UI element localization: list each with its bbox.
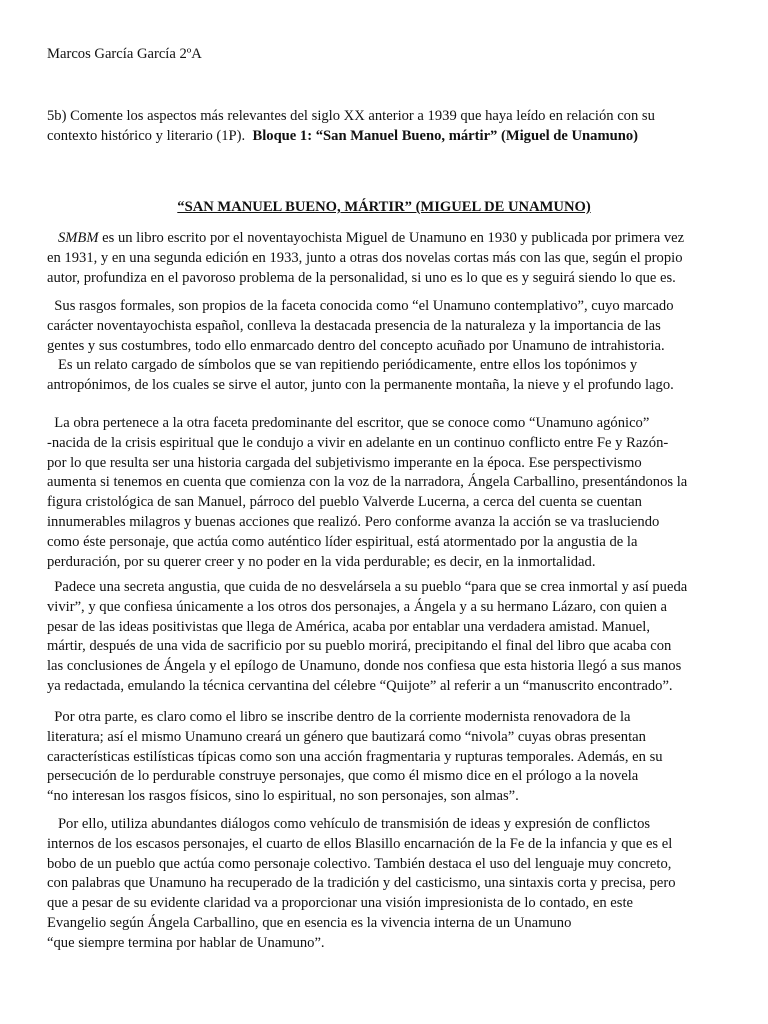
paragraph-line: en 1931, y en una segunda edición en 1933, junto a otras dos novelas cortas más con las que, según el propio bbox=[47, 249, 683, 266]
paragraph-line: con palabras que Unamuno ha recuperado de la tradición y del casticismo, una sintaxis corta y precisa, pero bbox=[47, 875, 676, 892]
paragraph-3 bbox=[47, 414, 737, 572]
essay-title: “SAN MANUEL BUENO, MÁRTIR” (MIGUEL DE UNAMUNO) bbox=[177, 199, 591, 215]
paragraph-line: Por otra parte, es claro como el libro se inscribe dentro de la corriente modernista renovadora de la bbox=[47, 709, 631, 725]
paragraph-line: innumerables milagros y buenas acciones que realizó. Pero conforme avanza la acción se va trasluciendo bbox=[47, 513, 660, 530]
paragraph-line: internos de los escasos personajes, el cuarto de ellos Blasillo encarnación de la Fe de la infancia y que es el bbox=[47, 835, 673, 852]
paragraph-line bbox=[47, 229, 737, 249]
paragraph-line: que a pesar de su evidente claridad va a proporcionar una visión impresionista de lo contado, en este bbox=[47, 895, 633, 912]
paragraph-1 bbox=[47, 229, 737, 288]
paragraph-line: antropónimos, de los cuales se sirve el autor, junto con la permanente montaña, la nieve y el profundo lago. bbox=[47, 377, 674, 394]
italic-title-abbreviation: SMBM bbox=[57, 230, 99, 246]
paragraph-line: carácter noventayochista español, conlleva la destacada presencia de la naturaleza y la importancia de las bbox=[47, 317, 661, 334]
paragraph-line: las conclusiones de Ángela y el epílogo de Unamuno, donde nos confiesa que esta historia llegó a sus manos bbox=[47, 658, 682, 675]
paragraph-line: “que siempre termina por hablar de Unamuno”. bbox=[47, 934, 325, 951]
paragraph-line: literatura; así el mismo Unamuno creará un género que bautizará como “nivola” cuyas obras presentan bbox=[47, 728, 646, 745]
paragraph-line: Sus rasgos formales, son propios de la faceta conocida como “el Unamuno contemplativo”, cuyo marcado bbox=[47, 298, 674, 314]
question-block-title: Bloque 1: “San Manuel Bueno, mártir” (Miguel de Unamuno) bbox=[252, 128, 639, 144]
paragraph-line: como éste personaje, que actúa como auténtico líder espiritual, está atormentado por la angustia de la bbox=[47, 533, 638, 550]
paragraph-line: Es un relato cargado de símbolos que se van repitiendo periódicamente, entre ellos los topónimos y bbox=[47, 357, 638, 374]
paragraph-line: mártir, después de una vida de sacrificio por su pueblo morirá, precipitando el final del libro que acaba con bbox=[47, 638, 672, 655]
paragraph-line: ya redactada, emulando la técnica cervantina del célebre “Quijote” al referir a un “manuscrito encontrado”. bbox=[47, 677, 673, 694]
paragraph-5 bbox=[47, 708, 737, 807]
paragraph-line: figura cristológica de san Manuel, párroco del pueblo Valverde Lucerna, a cerca del cuenta se cuentan bbox=[47, 494, 642, 511]
question-line-1: 5b) Comente los aspectos más relevantes del siglo XX anterior a 1939 que haya leído en relación con su bbox=[47, 108, 655, 124]
paragraph-line: pesar de las ideas positivistas que llega de América, acaba por entablar una verdadera amistad. Manuel, bbox=[47, 618, 650, 635]
question-line-2-plain: contexto histórico y literario (1P). bbox=[47, 128, 253, 144]
paragraph-line: Por ello, utiliza abundantes diálogos como vehículo de transmisión de ideas y expresión de conflictos bbox=[47, 816, 651, 832]
author-line: Marcos García García 2ºA bbox=[47, 46, 202, 62]
question-line-2 bbox=[47, 126, 737, 146]
paragraph-line: La obra pertenece a la otra faceta predominante del escritor, que se conoce como “Unamuno agónico” bbox=[47, 415, 650, 431]
paragraph-line: Padece una secreta angustia, que cuida de no desvelársela a su pueblo “para que se crea inmortal y así pueda bbox=[47, 579, 688, 595]
paragraph-line: “no interesan los rasgos físicos, sino lo espiritual, no son personajes, son almas”. bbox=[47, 788, 519, 805]
paragraph-line: Evangelio según Ángela Carballino, que en esencia es la vivencia interna de un Unamuno bbox=[47, 914, 572, 931]
question-statement bbox=[47, 106, 737, 146]
paragraph-line: aumenta si tenemos en cuenta que comienza con la voz de la narradora, Ángela Carballino, presentándonos la bbox=[47, 474, 688, 491]
paragraph-line: por lo que resulta ser una historia cargada del subjetivismo imperante en la época. Ese perspectivismo bbox=[47, 454, 642, 471]
paragraph-line: características estilísticas típicas como son una acción fragmentaria y rupturas temporales. Además, en su bbox=[47, 748, 663, 765]
paragraph-line: gentes y sus costumbres, todo ello enmarcado dentro del concepto acuñado por Unamuno de intrahistoria. bbox=[47, 337, 665, 354]
paragraph-line: vivir”, y que confiesa únicamente a los otros dos personajes, a Ángela y a su hermano Lázaro, con quien a bbox=[47, 598, 668, 615]
paragraph-6 bbox=[47, 815, 737, 954]
paragraph-line: persecución de lo perdurable construye personajes, que como él mismo dice en el prólogo a la novela bbox=[47, 768, 639, 785]
paragraph-line-text: es un libro escrito por el noventayochista Miguel de Unamuno en 1930 y publicada por primera vez bbox=[98, 230, 685, 246]
paragraph-line: bobo de un pueblo que actúa como personaje colectivo. También destaca el uso del lenguaje muy concreto, bbox=[47, 855, 672, 872]
paragraph-2 bbox=[47, 297, 737, 396]
paragraph-line: -nacida de la crisis espiritual que le condujo a vivir en adelante en un continuo conflicto entre Fe y Razón- bbox=[47, 434, 669, 451]
paragraph-4 bbox=[47, 578, 737, 697]
paragraph-line: autor, profundiza en el pavoroso problema de la personalidad, si uno es lo que es y seguirá siendo lo que es. bbox=[47, 269, 676, 286]
paragraph-line: perduración, por su querer creer y no poder en la vida perdurable; es decir, en la inmortalidad. bbox=[47, 553, 596, 570]
